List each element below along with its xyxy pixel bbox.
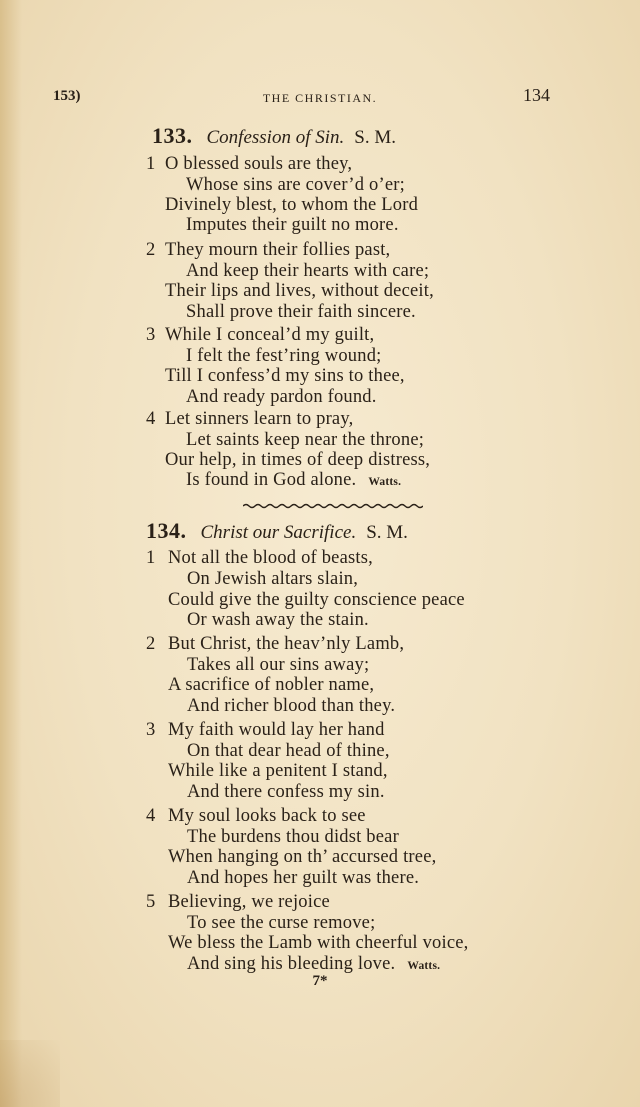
verse-line: Our help, in times of deep distress, — [165, 450, 431, 470]
verse-line-text: Is found in God alone. — [186, 470, 357, 490]
page-number: 134 — [523, 85, 550, 105]
verse-line: Could give the guilty conscience peace — [168, 590, 465, 610]
verse-line: On that dear head of thine, — [187, 741, 390, 761]
hymn-number: 134. — [146, 518, 187, 543]
decorative-rule — [243, 503, 423, 509]
header-left-mark: 153) — [53, 88, 81, 104]
verse-line: We bless the Lamb with cheerful voice, — [168, 933, 469, 953]
paper-stain — [0, 1040, 60, 1107]
verse-line: A sacrifice of nobler name, — [168, 675, 375, 695]
verse-number: 2 — [146, 240, 156, 260]
verse-number: 1 — [146, 548, 156, 568]
hymn-meter: S. M. — [354, 127, 396, 148]
verse-line-text: And sing his bleeding love. — [187, 954, 396, 974]
page-edge-shadow — [0, 0, 22, 1107]
verse-line: Let saints keep near the throne; — [186, 430, 425, 450]
verse-number: 4 — [146, 409, 156, 429]
verse-line — [186, 470, 401, 493]
verse-line: Shall prove their faith sincere. — [186, 302, 416, 322]
verse-line: While I conceal’d my guilt, — [165, 325, 375, 345]
verse-line: The burdens thou didst bear — [187, 827, 399, 847]
verse-number: 3 — [146, 325, 156, 345]
verse-line: Whose sins are cover’d o’er; — [186, 175, 405, 195]
verse-number: 1 — [146, 154, 156, 174]
verse-line: On Jewish altars slain, — [187, 569, 359, 589]
verse-line: Believing, we rejoice — [168, 892, 330, 912]
verse-line: Not all the blood of beasts, — [168, 548, 373, 568]
verse-line: My faith would lay her hand — [168, 720, 385, 740]
hymn-author: Watts. — [407, 960, 441, 972]
hymn-name: Christ our Sacrifice. — [200, 522, 357, 543]
running-title: THE CHRISTIAN. — [262, 91, 378, 105]
verse-line: Imputes their guilt no more. — [186, 215, 399, 235]
verse-line: And keep their hearts with care; — [186, 261, 430, 281]
hymn-name: Confession of Sin. — [206, 127, 345, 148]
verse-line: Let sinners learn to pray, — [165, 409, 354, 429]
verse-line: Divinely blest, to whom the Lord — [165, 195, 419, 215]
verse-line: Or wash away the stain. — [187, 610, 369, 630]
verse-line: To see the curse remove; — [187, 913, 376, 933]
verse-line: My soul looks back to see — [168, 806, 366, 826]
verse-line: Their lips and lives, without deceit, — [165, 281, 434, 301]
hymn-134-title — [146, 518, 408, 544]
verse-line: But Christ, the heav’nly Lamb, — [168, 634, 405, 654]
hymn-meter: S. M. — [366, 522, 408, 543]
signature-mark: 7* — [312, 973, 328, 989]
verse-number: 5 — [146, 892, 156, 912]
verse-number: 2 — [146, 634, 156, 654]
verse-number: 3 — [146, 720, 156, 740]
verse-line: O blessed souls are they, — [165, 154, 353, 174]
verse-line: And hopes her guilt was there. — [187, 868, 420, 888]
verse-line: They mourn their follies past, — [165, 240, 391, 260]
verse-line: And richer blood than they. — [187, 696, 396, 716]
hymn-number: 133. — [152, 123, 193, 148]
verse-line: I felt the fest’ring wound; — [186, 346, 382, 366]
hymn-author: Watts. — [368, 476, 402, 488]
verse-line: When hanging on th’ accursed tree, — [168, 847, 437, 867]
verse-line: While like a penitent I stand, — [168, 761, 388, 781]
verse-line: And there confess my sin. — [187, 782, 385, 802]
verse-line: Takes all our sins away; — [187, 655, 370, 675]
verse-line: And ready pardon found. — [186, 387, 377, 407]
verse-line: Till I confess’d my sins to thee, — [165, 366, 405, 386]
verse-number: 4 — [146, 806, 156, 826]
hymn-133-title — [152, 123, 396, 149]
